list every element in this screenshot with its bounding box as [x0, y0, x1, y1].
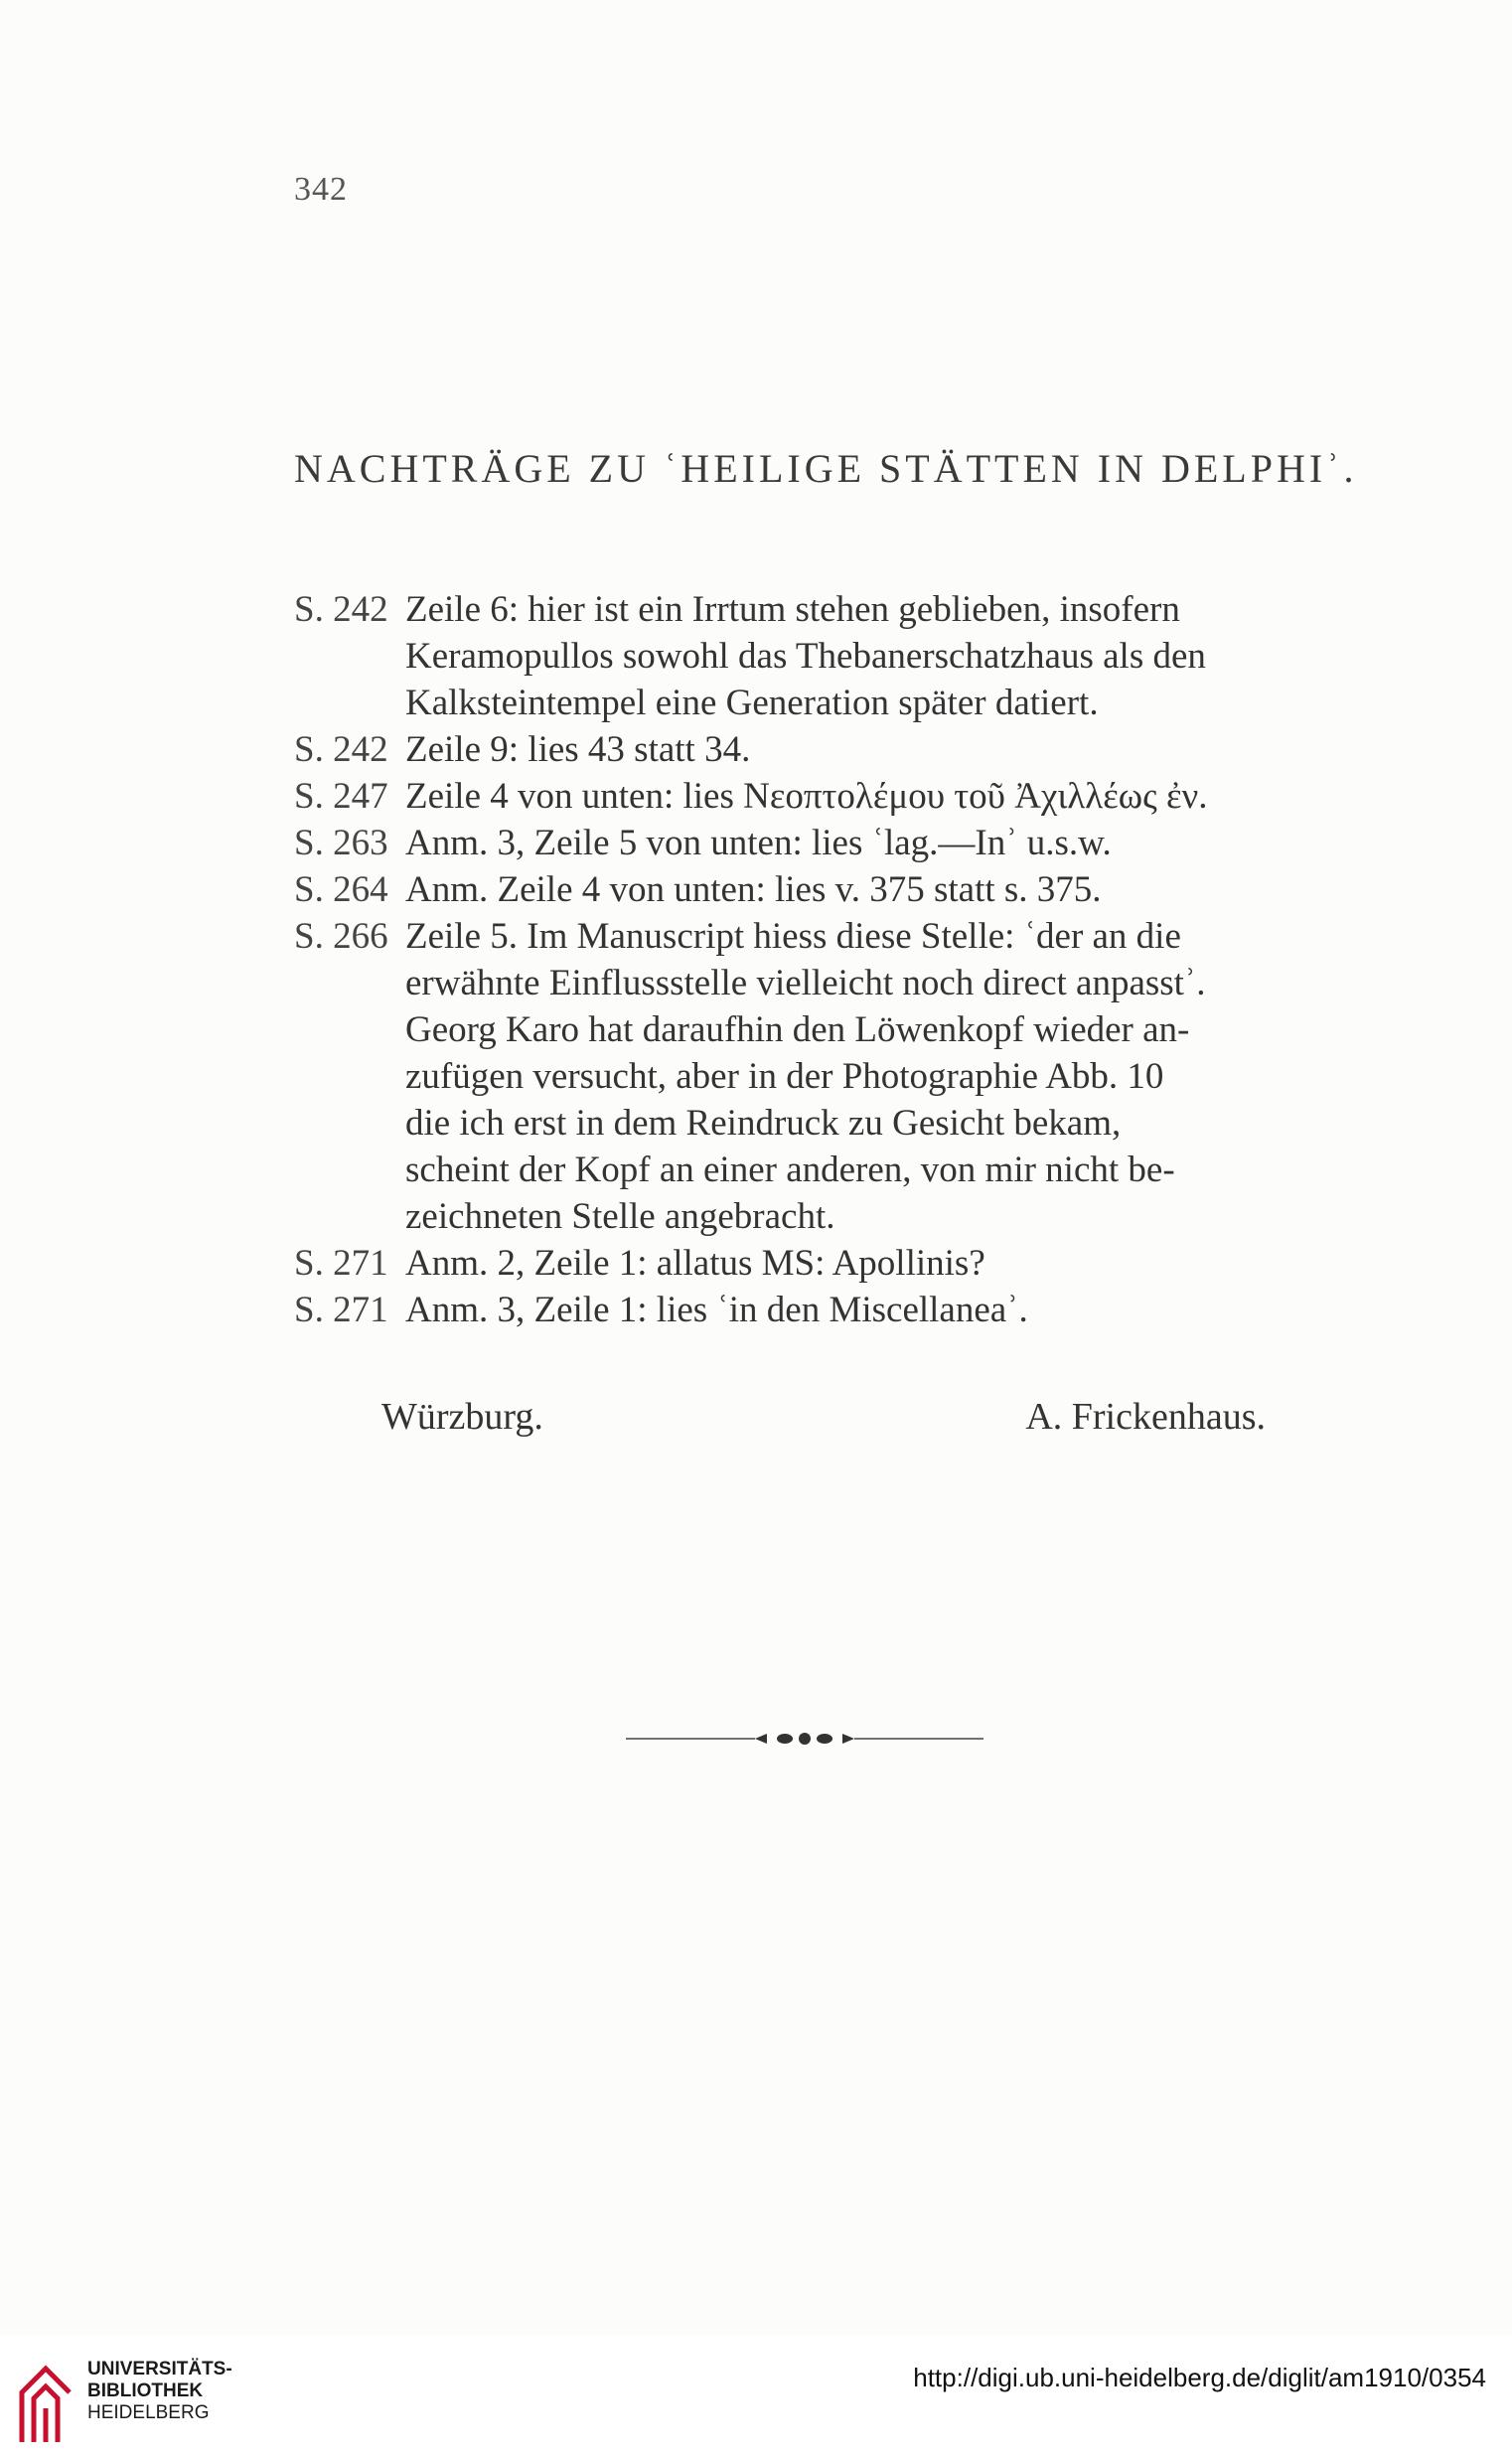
- page-title: NACHTRÄGE ZU ʿHEILIGE STÄTTEN IN DELPHIʾ.: [294, 446, 1358, 491]
- list-item: [294, 820, 1347, 866]
- entry-reference: S. 271: [294, 1290, 388, 1330]
- entry-text: [405, 586, 1347, 726]
- signature-author: A. Frickenhaus.: [1025, 1396, 1266, 1438]
- entry-text: [405, 1287, 1347, 1333]
- entry-line: scheint der Kopf an einer anderen, von mir nicht be-: [405, 1150, 1175, 1190]
- entry-reference: S. 263: [294, 823, 388, 863]
- entry-text: [405, 913, 1347, 1240]
- entry-line: zufügen versucht, aber in der Photographie Abb. 10: [405, 1056, 1164, 1097]
- entry-line: Anm. 2, Zeile 1: allatus MS: Apollinis?: [405, 1243, 985, 1284]
- entry-reference: S. 247: [294, 776, 388, 817]
- library-line: UNIVERSITÄTS-: [87, 2359, 232, 2379]
- entry-text: [405, 726, 1347, 773]
- library-line: HEIDELBERG: [87, 2402, 210, 2423]
- entry-line: Anm. 3, Zeile 5 von unten: lies ʿlag.—Inʾ u.s.w.: [405, 823, 1112, 863]
- library-line: BIBLIOTHEK: [87, 2380, 204, 2401]
- source-url-link[interactable]: http://digi.ub.uni-heidelberg.de/diglit/am1910/0354: [913, 2363, 1486, 2392]
- list-item: [294, 586, 1347, 726]
- entry-line: Zeile 4 von unten: lies Νεοπτολέμου τοῦ Ἀχιλλέως ἐν.: [405, 776, 1208, 817]
- corrigenda-list: [294, 586, 1347, 1333]
- ub-heidelberg-logo-icon: [16, 2353, 77, 2448]
- entry-text: [405, 1240, 1347, 1287]
- page-number: 342: [294, 171, 348, 208]
- entry-reference: S. 242: [294, 729, 388, 770]
- entry-reference: S. 242: [294, 589, 388, 630]
- list-item: [294, 1287, 1347, 1333]
- signature: [381, 1395, 1266, 1439]
- entry-line: Anm. Zeile 4 von unten: lies v. 375 statt s. 375.: [405, 869, 1102, 910]
- entry-line: Zeile 9: lies 43 statt 34.: [405, 729, 751, 770]
- signature-place: Würzburg.: [381, 1396, 543, 1438]
- entry-line: Zeile 5. Im Manuscript hiess diese Stelle: ʿder an die: [405, 916, 1181, 957]
- entry-text: [405, 820, 1347, 866]
- list-item: [294, 913, 1347, 1240]
- entry-line: Keramopullos sowohl das Thebanerschatzhaus als den: [405, 636, 1206, 677]
- footer-bar: [0, 2335, 1512, 2456]
- entry-text: [405, 773, 1347, 820]
- entry-reference: S. 271: [294, 1243, 388, 1284]
- entry-line: Zeile 6: hier ist ein Irrtum stehen geblieben, insofern: [405, 589, 1180, 630]
- entry-reference: S. 266: [294, 916, 388, 957]
- ornament-divider-icon: [626, 1729, 983, 1749]
- entry-line: die ich erst in dem Reindruck zu Gesicht bekam,: [405, 1103, 1122, 1144]
- library-name: [87, 2359, 232, 2424]
- list-item: [294, 726, 1347, 773]
- entry-line: Kalksteintempel eine Generation später datiert.: [405, 683, 1099, 723]
- entry-reference: S. 264: [294, 869, 388, 910]
- list-item: [294, 773, 1347, 820]
- entry-line: Anm. 3, Zeile 1: lies ʿin den Miscellaneaʾ.: [405, 1290, 1028, 1330]
- entry-text: [405, 866, 1347, 913]
- entry-line: Georg Karo hat daraufhin den Löwenkopf wieder an-: [405, 1009, 1190, 1050]
- list-item: [294, 1240, 1347, 1287]
- list-item: [294, 866, 1347, 913]
- entry-line: erwähnte Einflussstelle vielleicht noch direct anpasstʾ.: [405, 963, 1206, 1003]
- entry-line: zeichneten Stelle angebracht.: [405, 1196, 835, 1237]
